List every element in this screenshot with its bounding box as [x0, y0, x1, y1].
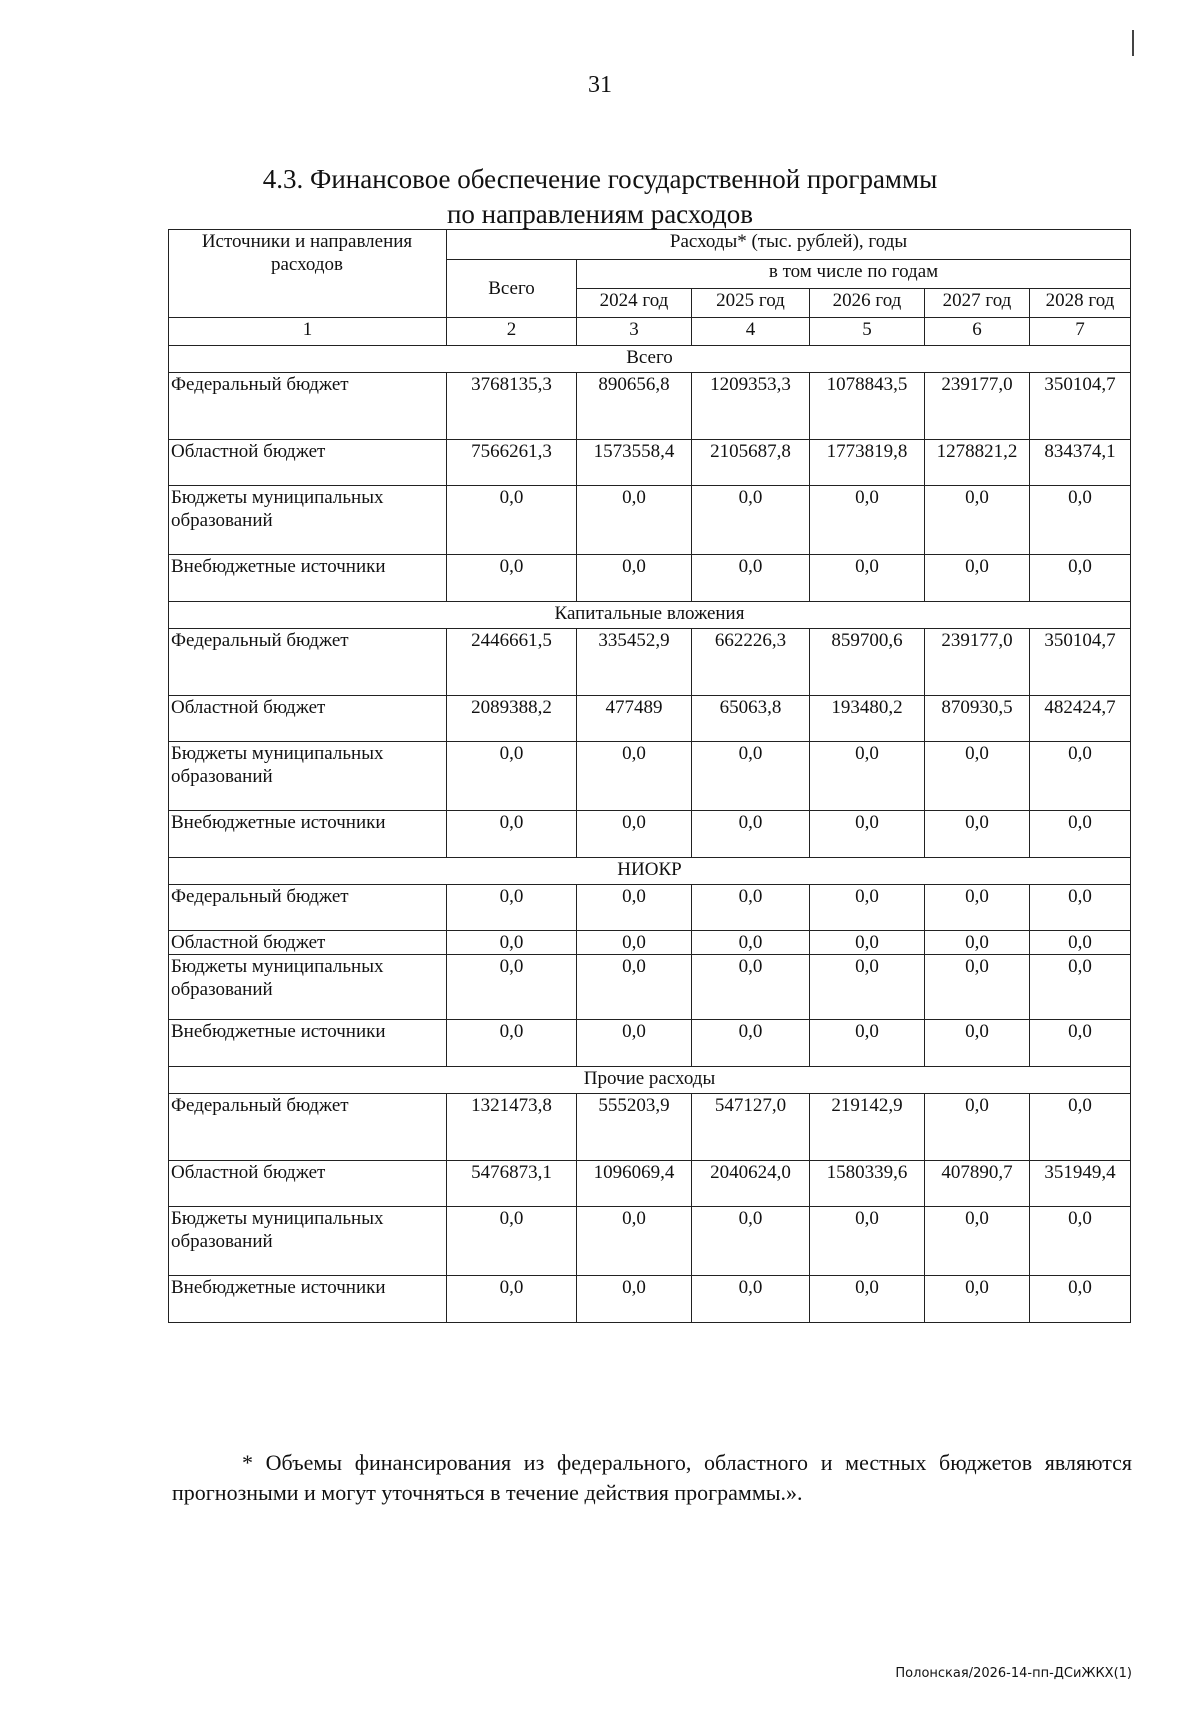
table-row	[169, 1161, 1131, 1207]
table-cell: 1773819,8	[810, 440, 925, 486]
column-number: 2	[447, 318, 577, 346]
table-cell: 0,0	[810, 885, 925, 931]
table-cell: 0,0	[925, 1094, 1030, 1161]
row-label: Федеральный бюджет	[169, 1094, 447, 1161]
column-number: 7	[1030, 318, 1131, 346]
table-cell: 2040624,0	[692, 1161, 810, 1207]
table-cell: 859700,6	[810, 629, 925, 696]
row-label: Областной бюджет	[169, 440, 447, 486]
table-cell: 0,0	[810, 486, 925, 555]
section-row	[169, 1067, 1131, 1094]
table-row	[169, 373, 1131, 440]
table-cell: 0,0	[810, 1020, 925, 1067]
table-cell: 0,0	[1030, 811, 1131, 858]
table-cell: 0,0	[810, 555, 925, 602]
footer-code: Полонская/2026-14-пп-ДСиЖКХ(1)	[895, 1666, 1132, 1681]
table-cell: 0,0	[577, 1020, 692, 1067]
table-cell: 0,0	[1030, 955, 1131, 1020]
table-cell: 5476873,1	[447, 1161, 577, 1207]
table-cell: 0,0	[692, 1207, 810, 1276]
table-cell: 0,0	[692, 1276, 810, 1323]
table-cell: 0,0	[692, 742, 810, 811]
table-cell: 0,0	[810, 931, 925, 955]
margin-mark	[1132, 30, 1134, 56]
column-number: 6	[925, 318, 1030, 346]
table-cell: 0,0	[692, 555, 810, 602]
table-cell: 0,0	[577, 885, 692, 931]
table-cell: 0,0	[925, 931, 1030, 955]
table-cell: 890656,8	[577, 373, 692, 440]
header-year: 2028 год	[1030, 289, 1131, 318]
table-row	[169, 931, 1131, 955]
table-cell: 219142,9	[810, 1094, 925, 1161]
table-row	[169, 1094, 1131, 1161]
table-cell: 350104,7	[1030, 629, 1131, 696]
header-sources: Источники и направления расходов	[169, 230, 447, 318]
table-cell: 482424,7	[1030, 696, 1131, 742]
table-cell: 0,0	[1030, 1276, 1131, 1323]
row-label: Бюджеты муниципальных образований	[169, 1207, 447, 1276]
table-cell: 2089388,2	[447, 696, 577, 742]
table-cell: 0,0	[1030, 885, 1131, 931]
table-cell: 239177,0	[925, 373, 1030, 440]
header-year: 2026 год	[810, 289, 925, 318]
table-cell: 0,0	[447, 1276, 577, 1323]
column-number: 5	[810, 318, 925, 346]
table-cell: 2105687,8	[692, 440, 810, 486]
row-label: Внебюджетные источники	[169, 555, 447, 602]
table-cell: 3768135,3	[447, 373, 577, 440]
table-cell: 239177,0	[925, 629, 1030, 696]
table-cell: 0,0	[925, 955, 1030, 1020]
table-cell: 193480,2	[810, 696, 925, 742]
header-expenses: Расходы* (тыс. рублей), годы	[447, 230, 1131, 260]
table-row	[169, 440, 1131, 486]
table-cell: 555203,9	[577, 1094, 692, 1161]
table-cell: 0,0	[692, 955, 810, 1020]
header-year: 2024 год	[577, 289, 692, 318]
table-cell: 0,0	[925, 486, 1030, 555]
table-row	[169, 555, 1131, 602]
table-cell: 0,0	[810, 742, 925, 811]
table-cell: 1321473,8	[447, 1094, 577, 1161]
table-cell: 0,0	[1030, 486, 1131, 555]
table-cell: 0,0	[925, 811, 1030, 858]
table-cell: 0,0	[1030, 742, 1131, 811]
table-row	[169, 486, 1131, 555]
table-cell: 0,0	[925, 742, 1030, 811]
column-number: 4	[692, 318, 810, 346]
section-title: Прочие расходы	[169, 1067, 1131, 1094]
section-title: НИОКР	[169, 858, 1131, 885]
row-label: Федеральный бюджет	[169, 885, 447, 931]
table-cell: 0,0	[577, 811, 692, 858]
table-cell: 0,0	[447, 486, 577, 555]
table-row	[169, 629, 1131, 696]
table-row	[169, 811, 1131, 858]
table-cell: 0,0	[577, 1276, 692, 1323]
financing-table	[168, 229, 1131, 1323]
title-line-1: 4.3. Финансовое обеспечение государственной программы	[262, 164, 938, 194]
table-cell: 1209353,3	[692, 373, 810, 440]
table-row	[169, 742, 1131, 811]
table-cell: 0,0	[577, 486, 692, 555]
table-cell: 0,0	[577, 931, 692, 955]
table-cell: 0,0	[692, 486, 810, 555]
row-label: Федеральный бюджет	[169, 373, 447, 440]
row-label: Внебюджетные источники	[169, 1276, 447, 1323]
row-label: Бюджеты муниципальных образований	[169, 955, 447, 1020]
row-label: Областной бюджет	[169, 931, 447, 955]
table-cell: 1278821,2	[925, 440, 1030, 486]
table-cell: 0,0	[810, 1276, 925, 1323]
table-cell: 0,0	[577, 955, 692, 1020]
table-cell: 0,0	[1030, 1207, 1131, 1276]
row-label: Бюджеты муниципальных образований	[169, 486, 447, 555]
table-cell: 2446661,5	[447, 629, 577, 696]
header-by-years: в том числе по годам	[577, 260, 1131, 289]
table-cell: 0,0	[925, 885, 1030, 931]
table-cell: 0,0	[447, 742, 577, 811]
table-cell: 0,0	[1030, 931, 1131, 955]
row-label: Бюджеты муниципальных образований	[169, 742, 447, 811]
table-row	[169, 1276, 1131, 1323]
table-cell: 0,0	[577, 555, 692, 602]
table-cell: 0,0	[1030, 1020, 1131, 1067]
table-cell: 0,0	[692, 811, 810, 858]
header-total: Всего	[447, 260, 577, 318]
table-cell: 477489	[577, 696, 692, 742]
table-cell: 0,0	[447, 555, 577, 602]
table-cell: 0,0	[447, 1207, 577, 1276]
table-cell: 0,0	[925, 1207, 1030, 1276]
row-label: Областной бюджет	[169, 1161, 447, 1207]
table-cell: 0,0	[925, 1276, 1030, 1323]
section-row	[169, 602, 1131, 629]
column-number: 3	[577, 318, 692, 346]
table-cell: 1573558,4	[577, 440, 692, 486]
table-cell: 547127,0	[692, 1094, 810, 1161]
row-label: Внебюджетные источники	[169, 1020, 447, 1067]
table-cell: 0,0	[810, 955, 925, 1020]
footnote: * Объемы финансирования из федерального, областного и местных бюджетов являются прогнозными и могут уточняться в течение действия программы.».	[172, 1450, 1132, 1505]
page-number: 31	[588, 72, 612, 98]
table-cell: 0,0	[577, 1207, 692, 1276]
column-number: 1	[169, 318, 447, 346]
section-row	[169, 346, 1131, 373]
table-cell: 662226,3	[692, 629, 810, 696]
table-cell: 7566261,3	[447, 440, 577, 486]
table-cell: 0,0	[1030, 1094, 1131, 1161]
header-year: 2027 год	[925, 289, 1030, 318]
section-title: Капитальные вложения	[169, 602, 1131, 629]
header-year: 2025 год	[692, 289, 810, 318]
table-cell: 65063,8	[692, 696, 810, 742]
table-cell: 0,0	[925, 555, 1030, 602]
table-cell: 1580339,6	[810, 1161, 925, 1207]
table-cell: 870930,5	[925, 696, 1030, 742]
table-cell: 0,0	[692, 931, 810, 955]
table-cell: 0,0	[810, 1207, 925, 1276]
table-cell: 0,0	[810, 811, 925, 858]
row-label: Внебюджетные источники	[169, 811, 447, 858]
table-cell: 0,0	[1030, 555, 1131, 602]
table-cell: 350104,7	[1030, 373, 1131, 440]
section-row	[169, 858, 1131, 885]
table-row	[169, 1207, 1131, 1276]
table-row	[169, 696, 1131, 742]
table-cell: 0,0	[447, 955, 577, 1020]
table-cell: 335452,9	[577, 629, 692, 696]
table-cell: 0,0	[447, 931, 577, 955]
table-cell: 0,0	[692, 1020, 810, 1067]
table-cell: 0,0	[447, 811, 577, 858]
row-label: Федеральный бюджет	[169, 629, 447, 696]
table-cell: 0,0	[692, 885, 810, 931]
table-cell: 407890,7	[925, 1161, 1030, 1207]
title-line-2: по направлениям расходов	[446, 199, 753, 229]
table-cell: 0,0	[577, 742, 692, 811]
table-row	[169, 885, 1131, 931]
table-cell: 1078843,5	[810, 373, 925, 440]
table-cell: 0,0	[447, 885, 577, 931]
table-cell: 0,0	[447, 1020, 577, 1067]
table-row	[169, 1020, 1131, 1067]
table-cell: 1096069,4	[577, 1161, 692, 1207]
table-cell: 0,0	[925, 1020, 1030, 1067]
table-cell: 351949,4	[1030, 1161, 1131, 1207]
row-label: Областной бюджет	[169, 696, 447, 742]
table-row	[169, 955, 1131, 1020]
document-title	[0, 162, 1200, 232]
table-cell: 834374,1	[1030, 440, 1131, 486]
section-title: Всего	[169, 346, 1131, 373]
